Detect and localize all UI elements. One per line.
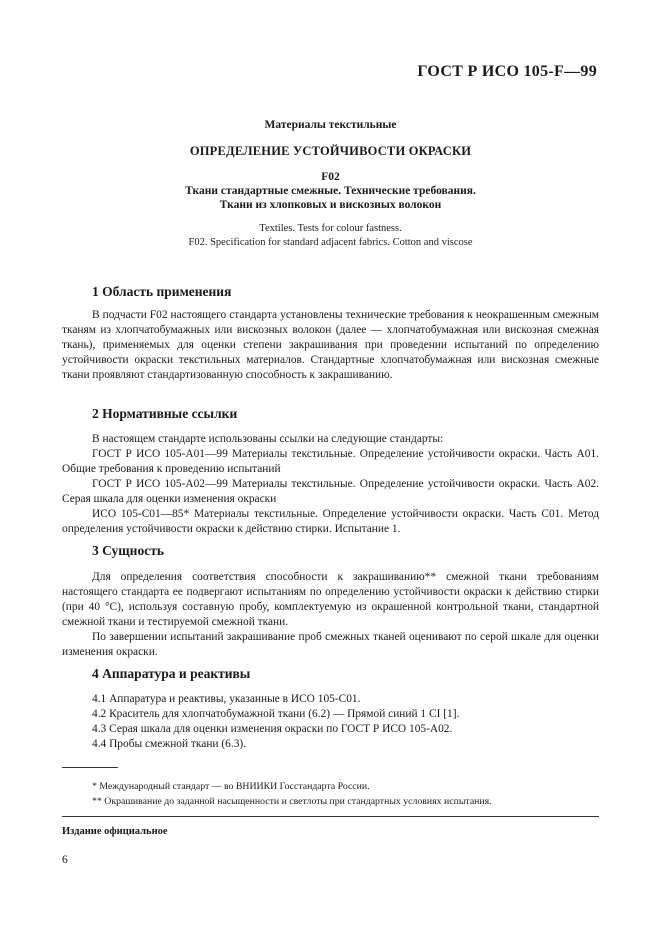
item-4-2: 4.2 Краситель для хлопчатобумажной ткани (6.2) — Прямой синий 1 CI [1]. xyxy=(92,708,460,720)
item-4-4: 4.4 Пробы смежной ткани (6.3). xyxy=(92,738,247,750)
subtitle-line-2: Ткани из хлопковых и вискозных волокон xyxy=(219,199,442,211)
section-4-heading: 4 Аппаратура и реактивы xyxy=(92,666,251,681)
reference-1: ГОСТ Р ИСО 105-А01—99 Материалы текстильные. Определение устойчивости окраски. Часть А01. Общие требования к проведению испытаний xyxy=(62,448,599,475)
reference-2: ГОСТ Р ИСО 105-А02—99 Материалы текстильные. Определение устойчивости окраски. Часть А02. Серая шкала для оценки изменения окраски xyxy=(62,478,599,505)
section-3-heading: 3 Сущность xyxy=(92,543,164,558)
footnote-2: ** Окрашивание до заданной насыщенности и светлоты при стандартных условиях испытания. xyxy=(92,796,492,807)
official-edition-label: Издание официальное xyxy=(62,826,168,837)
document-code: ГОСТ Р ИСО 105-F—99 xyxy=(417,63,597,80)
english-title-line-2: F02. Specification for standard adjacent fabrics. Cotton and viscose xyxy=(188,237,473,248)
footnote-divider xyxy=(62,767,118,768)
main-title: ОПРЕДЕЛЕНИЕ УСТОЙЧИВОСТИ ОКРАСКИ xyxy=(189,144,472,158)
section-1-paragraph: В подчасти F02 настоящего стандарта установлены технические требования к неокрашенным смежным тканям из хлопчатобумажных или вискозных волокон (далее — хлопчатобумажная или вискозная смежная ткань), применяемых для оценки степени закрашивания при проведении испытаний по определению устойчивости окраски текстильных материалов. Стандартные хлопчатобумажная или вискозная смежные ткани проявляют стандартизованную способность к закрашиванию. xyxy=(62,309,599,381)
subject-title: Материалы текстильные xyxy=(264,119,397,131)
footnotes xyxy=(62,779,599,809)
section-3-body xyxy=(62,570,599,660)
section-1-heading: 1 Область применения xyxy=(92,284,232,299)
part-code: F02 xyxy=(321,171,340,183)
footnote-1: * Международный стандарт — во ВНИИКИ Госстандарта России. xyxy=(92,781,370,792)
section-2-intro: В настоящем стандарте использованы ссылки на следующие стандарты: xyxy=(92,433,444,445)
item-4-3: 4.3 Серая шкала для оценки изменения окраски по ГОСТ Р ИСО 105-А02. xyxy=(92,723,453,735)
section-1-body xyxy=(62,308,599,383)
page-number: 6 xyxy=(62,854,68,866)
english-title-line-1: Textiles. Tests for colour fastness. xyxy=(259,223,402,234)
section-3-paragraph-2: По завершении испытаний закрашивание проб смежных тканей оценивают по серой шкале для оценки изменения окраски. xyxy=(62,631,599,658)
footer-divider xyxy=(62,816,599,817)
subtitle-line-1: Ткани стандартные смежные. Технические требования. xyxy=(185,185,476,197)
section-4-body xyxy=(62,692,599,752)
section-2-body xyxy=(62,432,599,537)
reference-3: ИСО 105-С01—85* Материалы текстильные. Определение устойчивости окраски. Часть С01. Метод определения устойчивости окраски к действию стирки. Испытание 1. xyxy=(62,508,599,535)
section-3-paragraph-1: Для определения соответствия способности к закрашиванию** смежной ткани требованиям настоящего стандарта ее подвергают испытаниям по определению устойчивости окраски к действию стирки (при 40 °С), используя составную пробу, комплектуемую из окрашенной контрольной ткани, стандартной смежной ткани и тестируемой смежной ткани. xyxy=(62,571,599,628)
item-4-1: 4.1 Аппаратура и реактивы, указанные в ИСО 105-С01. xyxy=(92,693,361,705)
section-2-heading: 2 Нормативные ссылки xyxy=(92,406,238,421)
